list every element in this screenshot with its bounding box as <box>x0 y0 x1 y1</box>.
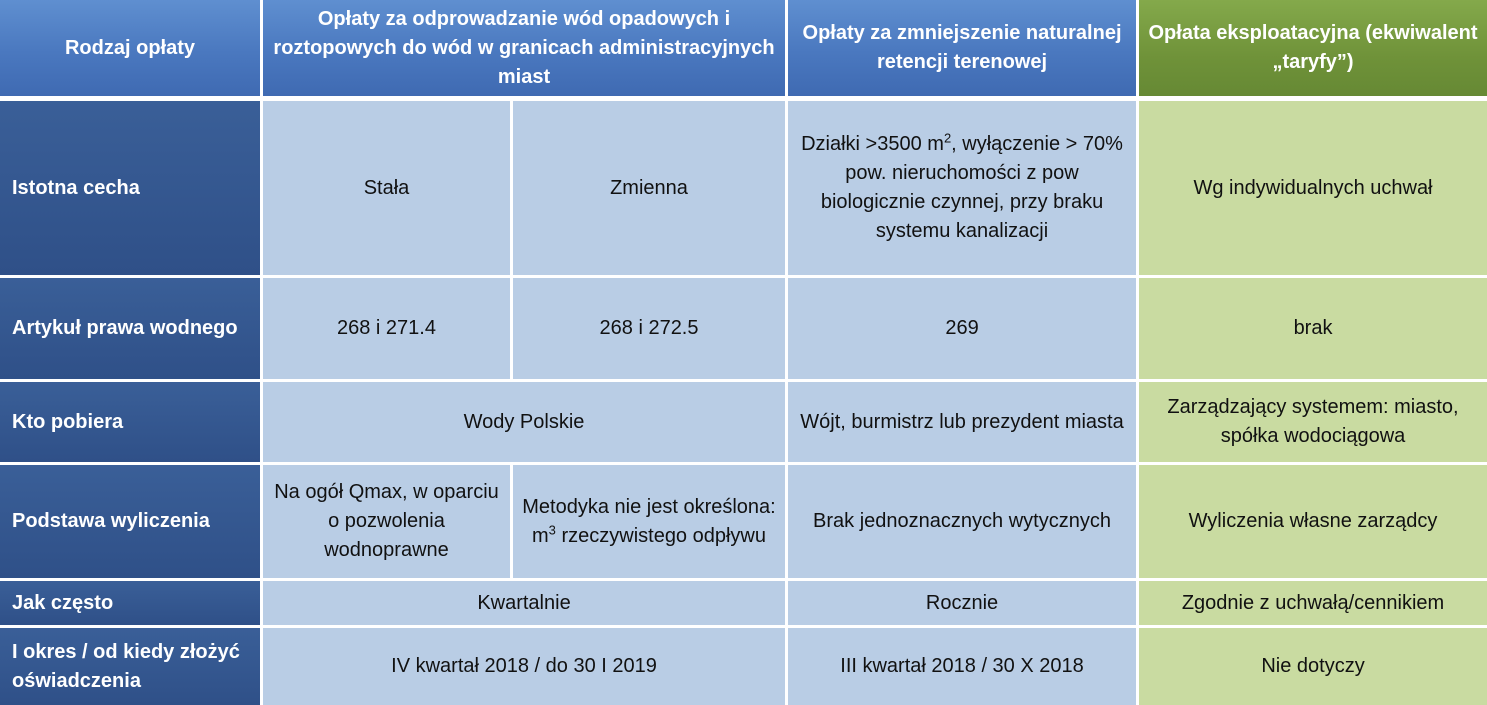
header-row <box>0 0 1487 101</box>
superscript-2: 2 <box>943 130 952 146</box>
cell-retention-feature-text-rest: , wyłączenie > 70% pow. nieruchomości z pow biologicznie czynnej, przy braku systemu kanalizacji <box>820 133 1123 242</box>
cell-retention-feature <box>788 101 1139 278</box>
row-label-collector: Kto pobiera <box>0 382 263 465</box>
cell-fixed: Stała <box>263 101 513 278</box>
table-row <box>0 628 1487 705</box>
row-label-frequency: Jak często <box>0 581 263 628</box>
header-rainwater-fees: Opłaty za odprowadzanie wód opadowych i roztopowych do wód w granicach administracyjnych miast <box>263 0 788 101</box>
cell-basis-fixed: Na ogół Qmax, w oparciu o pozwolenia wodnoprawne <box>263 465 513 581</box>
cell-variable: Zmienna <box>513 101 788 278</box>
cell-operating-feature: Wg indywidualnych uchwał <box>1139 101 1487 278</box>
cell-period-rainwater: IV kwartał 2018 / do 30 I 2019 <box>263 628 788 705</box>
cell-basis-variable <box>513 465 788 581</box>
cell-frequency-rainwater: Kwartalnie <box>263 581 788 628</box>
cell-frequency-operating: Zgodnie z uchwałą/cennikiem <box>1139 581 1487 628</box>
header-retention-fees: Opłaty za zmniejszenie naturalnej retencji terenowej <box>788 0 1139 101</box>
header-operating-fee: Opłata eksploatacyjna (ekwiwalent „taryfy”) <box>1139 0 1487 101</box>
table-row <box>0 581 1487 628</box>
cell-basis-variable-text: Metodyka nie jest określona: m <box>522 495 776 547</box>
row-label-basis: Podstawa wyliczenia <box>0 465 263 581</box>
cell-basis-retention: Brak jednoznacznych wytycznych <box>788 465 1139 581</box>
cell-collector-rainwater: Wody Polskie <box>263 382 788 465</box>
table-row <box>0 382 1487 465</box>
cell-collector-operating: Zarządzający systemem: miasto, spółka wodociągowa <box>1139 382 1487 465</box>
row-label-article: Artykuł prawa wodnego <box>0 278 263 382</box>
row-label-feature: Istotna cecha <box>0 101 263 278</box>
row-label-period: I okres / od kiedy złożyć oświadczenia <box>0 628 263 705</box>
table-row <box>0 465 1487 581</box>
header-fee-type: Rodzaj opłaty <box>0 0 263 101</box>
table-row <box>0 278 1487 382</box>
cell-frequency-retention: Rocznie <box>788 581 1139 628</box>
cell-period-retention: III kwartał 2018 / 30 X 2018 <box>788 628 1139 705</box>
cell-article-operating: brak <box>1139 278 1487 382</box>
superscript-3: 3 <box>548 521 556 537</box>
cell-article-fixed: 268 i 271.4 <box>263 278 513 382</box>
cell-period-operating: Nie dotyczy <box>1139 628 1487 705</box>
cell-basis-variable-text-rest: rzeczywistego odpływu <box>555 524 766 547</box>
cell-article-retention: 269 <box>788 278 1139 382</box>
cell-basis-operating: Wyliczenia własne zarządcy <box>1139 465 1487 581</box>
cell-collector-retention: Wójt, burmistrz lub prezydent miasta <box>788 382 1139 465</box>
cell-retention-feature-text: Działki >3500 m <box>801 133 944 155</box>
table-row <box>0 101 1487 278</box>
cell-article-variable: 268 i 272.5 <box>513 278 788 382</box>
